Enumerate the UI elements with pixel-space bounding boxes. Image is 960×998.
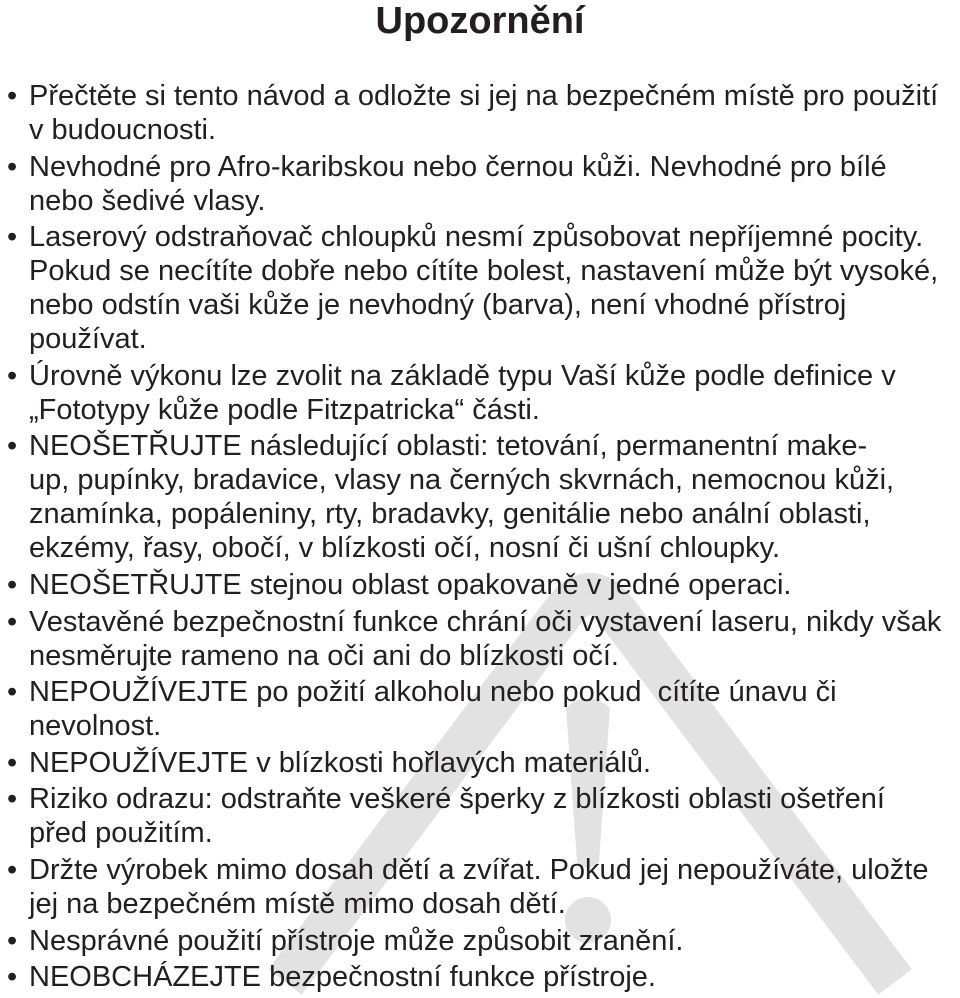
warning-item bbox=[0, 782, 960, 850]
warning-list bbox=[0, 79, 960, 994]
bullet-marker: • bbox=[7, 430, 18, 463]
warning-item bbox=[0, 960, 960, 994]
warning-line: jej na bezpečném místě mimo dosah dětí. bbox=[29, 887, 566, 920]
bullet-marker: • bbox=[7, 924, 18, 957]
warning-line: Vestavěné bezpečnostní funkce chrání oči vystavení laseru, nikdy však bbox=[29, 605, 942, 638]
warning-item bbox=[0, 853, 960, 921]
bullet-marker: • bbox=[7, 605, 18, 638]
bullet-marker: • bbox=[7, 150, 18, 183]
warning-line: nebo odstín vaši kůže je nevhodný (barva), není vhodné přístroj bbox=[29, 289, 847, 322]
bullet-marker: • bbox=[7, 221, 18, 254]
warning-line: v budoucnosti. bbox=[29, 114, 217, 146]
warning-line: Držte výrobek mimo dosah dětí a zvířat. Pokud jej nepoužíváte, uložte bbox=[29, 853, 929, 886]
warning-line: up, pupínky, bradavice, vlasy na černých skvrnách, nemocnou kůži, bbox=[29, 464, 895, 497]
warning-item bbox=[0, 359, 960, 427]
warning-line: „Fototypy kůže podle Fitzpatricka“ části. bbox=[29, 393, 540, 426]
warning-item bbox=[0, 220, 960, 356]
warning-line: Pokud se necítíte dobře nebo cítíte bolest, nastavení může být vysoké, bbox=[29, 255, 939, 288]
warning-line: Úrovně výkonu lze zvolit na základě typu Vaší kůže podle definice v bbox=[29, 359, 896, 392]
page-title: Upozornění bbox=[375, 0, 585, 42]
bullet-marker: • bbox=[7, 359, 18, 392]
warning-item bbox=[0, 924, 960, 958]
warning-line: nebo šedivé vlasy. bbox=[29, 184, 266, 217]
bullet-marker: • bbox=[7, 853, 18, 886]
warning-line: Nesprávné použití přístroje může způsobit zranění. bbox=[29, 924, 684, 957]
bullet-marker: • bbox=[7, 746, 18, 779]
bullet-marker: • bbox=[7, 783, 18, 816]
warning-line: ekzémy, řasy, obočí, v blízkosti očí, nosní či ušní chloupky. bbox=[29, 532, 781, 565]
warning-line: NEOBCHÁZEJTE bezpečnostní funkce přístroje. bbox=[29, 961, 656, 994]
bullet-marker: • bbox=[7, 80, 18, 112]
warning-line: před použitím. bbox=[29, 817, 213, 850]
bullet-marker: • bbox=[7, 676, 18, 709]
warning-item bbox=[0, 150, 960, 218]
warning-line: NEOŠETŘUJTE následující oblasti: tetování, permanentní make- bbox=[29, 430, 868, 463]
warning-line: Riziko odrazu: odstraňte veškeré šperky z blízkosti oblasti ošetření bbox=[29, 783, 885, 816]
warning-line: znamínka, popáleniny, rty, bradavky, genitálie nebo anální oblasti, bbox=[29, 498, 871, 531]
warning-line: NEPOUŽÍVEJTE v blízkosti hořlavých materiálů. bbox=[29, 746, 652, 779]
warning-item bbox=[0, 675, 960, 743]
warning-line: NEPOUŽÍVEJTE po požití alkoholu nebo pokud cítíte únavu či bbox=[29, 676, 837, 709]
warning-item bbox=[0, 429, 960, 565]
warning-line: Laserový odstraňovač chloupků nesmí způsobovat nepříjemné pocity. bbox=[29, 221, 924, 254]
warning-item bbox=[0, 605, 960, 673]
bullet-marker: • bbox=[7, 961, 18, 994]
warning-item bbox=[0, 79, 960, 147]
warning-item bbox=[0, 568, 960, 602]
warning-item bbox=[0, 746, 960, 780]
warning-line: Přečtěte si tento návod a odložte si jej na bezpečném místě pro použití bbox=[29, 80, 939, 112]
bullet-marker: • bbox=[7, 568, 18, 601]
warning-line: nevolnost. bbox=[29, 710, 162, 743]
warning-line: nesměrujte rameno na oči ani do blízkosti očí. bbox=[29, 639, 619, 672]
warning-line: NEOŠETŘUJTE stejnou oblast opakovaně v jedné operaci. bbox=[29, 568, 792, 601]
warning-line: Nevhodné pro Afro-karibskou nebo černou kůži. Nevhodné pro bílé bbox=[29, 150, 887, 183]
warning-line: používat. bbox=[29, 323, 147, 356]
